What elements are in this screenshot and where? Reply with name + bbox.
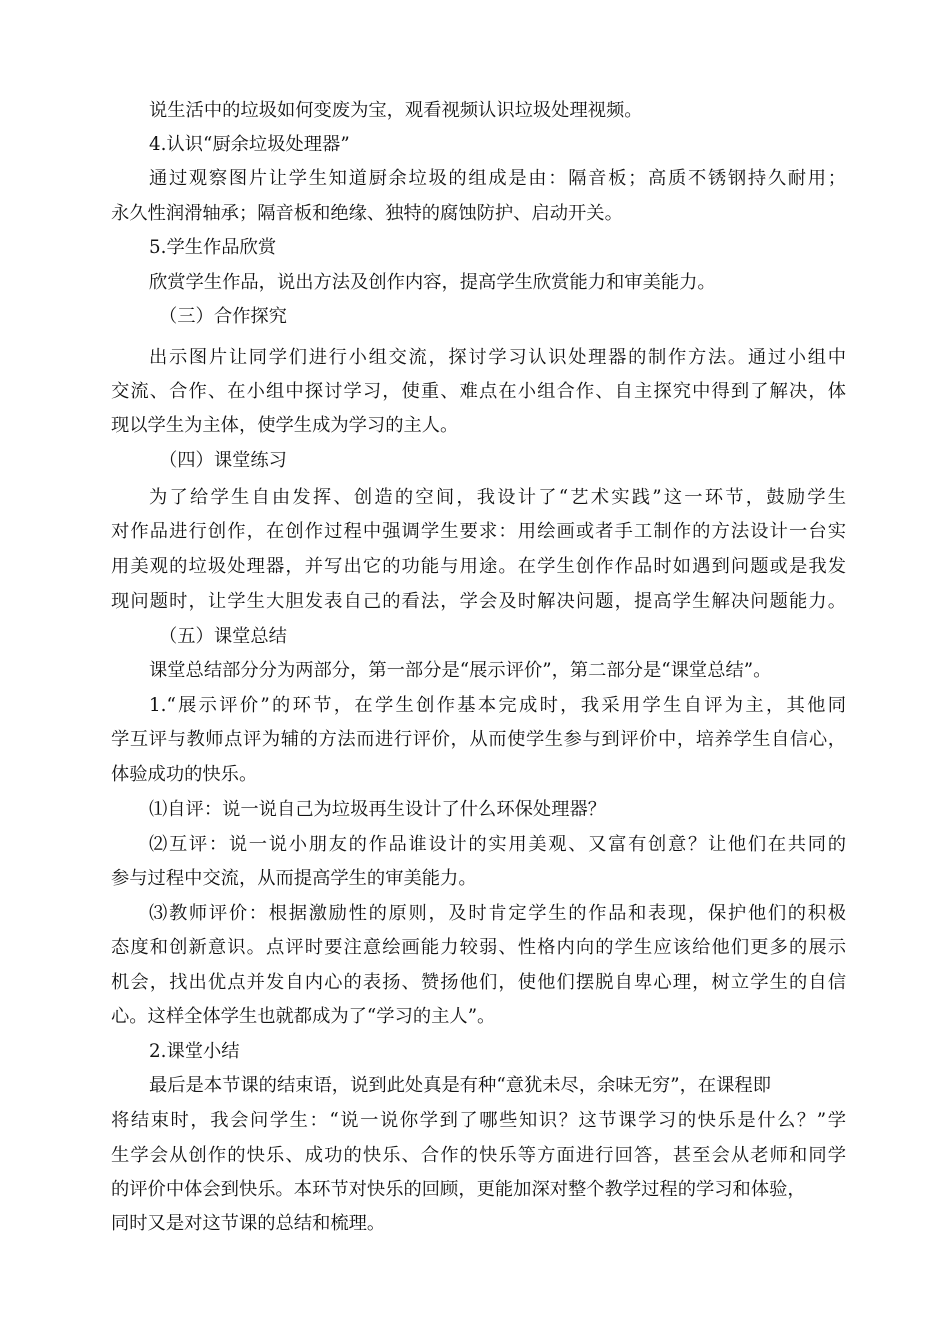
section-heading: （四）课堂练习	[159, 450, 287, 471]
text-line: 对作品进行创作，在创作过程中强调学生要求：用绘画或者手工制作的方法设计一台实	[111, 521, 846, 542]
text-line: 课堂总结部分分为两部分，第一部分是“展示评价”，第二部分是“课堂总结”。	[149, 660, 772, 681]
text-line: 将结束时，我会问学生：“说一说你学到了哪些知识？这节课学习的快乐是什么？”学	[111, 1110, 846, 1131]
text-line: 生学会从创作的快乐、成功的快乐、合作的快乐等方面进行回答，甚至会从老师和同学	[111, 1145, 846, 1166]
text-line: 通过观察图片让学生知道厨余垃圾的组成是由：隔音板；高质不锈钢持久耐用；	[149, 168, 846, 189]
text-line: 学互评与教师点评为辅的方法而进行评价，从而使学生参与到评价中，培养学生自信心，	[111, 729, 846, 750]
text-line: 心。这样全体学生也就都成为了“学习的主人”。	[111, 1006, 496, 1027]
text-line: 说生活中的垃圾如何变废为宝，观看视频认识垃圾处理视频。	[149, 100, 643, 121]
text-line: ⑴自评：说一说自己为垃圾再生设计了什么环保处理器？	[149, 799, 607, 820]
text-line: 体验成功的快乐。	[111, 764, 258, 785]
section-heading: 2.课堂小结	[149, 1041, 240, 1062]
text-line: 交流、合作、在小组中探讨学习，使重、难点在小组合作、自主探究中得到了解决，体	[111, 381, 846, 402]
text-line: 用美观的垃圾处理器，并写出它的功能与用途。在学生创作作品时如遇到问题或是我发	[111, 556, 846, 577]
text-line: ⑵互评：说一说小朋友的作品谁设计的实用美观、又富有创意？让他们在共同的	[149, 834, 846, 855]
text-line: 的评价中体会到快乐。本环节对快乐的回顾，更能加深对整个教学过程的学习和体验，	[111, 1179, 806, 1200]
section-heading: 4.认识“厨余垃圾处理器”	[149, 134, 350, 155]
text-line: 最后是本节课的结束语，说到此处真是有种“意犹未尽，余味无穷”，在课程即	[149, 1075, 771, 1096]
text-line: 态度和创新意识。点评时要注意绘画能力较弱、性格内向的学生应该给他们更多的展示	[111, 937, 846, 958]
text-line: 欣赏学生作品，说出方法及创作内容，提高学生欣赏能力和审美能力。	[149, 272, 716, 293]
text-line: 永久性润滑轴承；隔音板和绝缘、独特的腐蚀防护、启动开关。	[111, 203, 623, 224]
section-heading: （五）课堂总结	[159, 626, 287, 647]
text-line: ⑶教师评价：根据激励性的原则，及时肯定学生的作品和表现，保护他们的积极	[149, 903, 846, 924]
text-line: 1.“展示评价”的环节，在学生创作基本完成时，我采用学生自评为主，其他同	[149, 695, 846, 716]
text-line: 出示图片让同学们进行小组交流，探讨学习认识处理器的制作方法。通过小组中	[149, 347, 846, 368]
text-line: 同时又是对这节课的总结和梳理。	[111, 1213, 386, 1234]
text-line: 为了给学生自由发挥、创造的空间，我设计了“艺术实践”这一环节，鼓励学生	[149, 487, 846, 508]
section-heading: （三）合作探究	[159, 306, 287, 327]
text-line: 机会，找出优点并发自内心的表扬、赞扬他们，使他们摆脱自卑心理，树立学生的自信	[111, 972, 846, 993]
text-line: 现问题时，让学生大胆发表自己的看法，学会及时解决问题，提高学生解决问题能力。	[111, 591, 846, 612]
section-heading: 5.学生作品欣赏	[149, 237, 277, 258]
text-line: 参与过程中交流，从而提高学生的审美能力。	[111, 868, 477, 889]
text-line: 现以学生为主体，使学生成为学习的主人。	[111, 415, 459, 436]
